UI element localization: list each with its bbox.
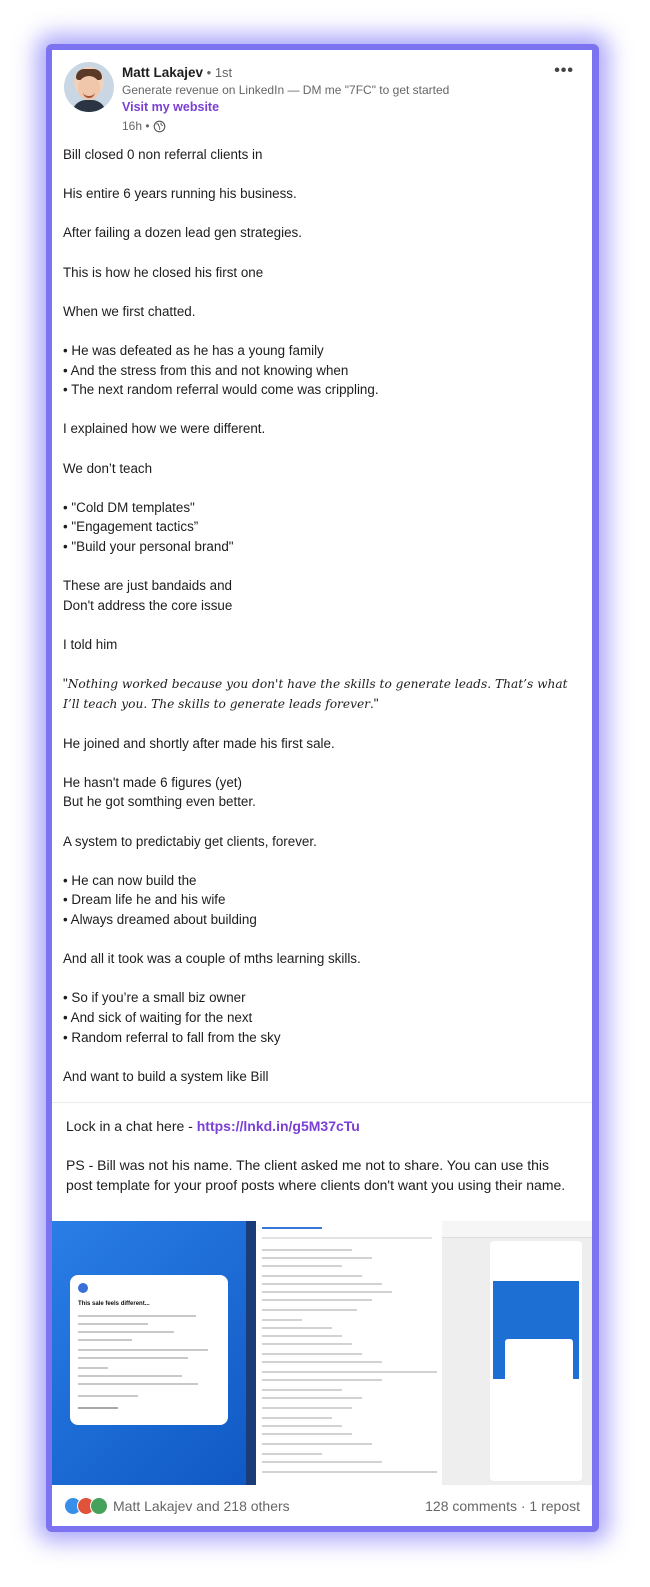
more-options-icon[interactable]: •••: [554, 62, 574, 79]
post-bullet: • He was defeated as he has a young family: [63, 342, 324, 358]
globe-icon: [153, 120, 166, 133]
post-bullet: • Always dreamed about building: [63, 911, 257, 927]
post-bullet: • And sick of waiting for the next: [63, 1009, 253, 1025]
post-bullet: • "Build your personal brand": [63, 538, 234, 554]
post-quote: "Nothing worked because you don't have the skills to generate leads. That’s what I’ll teach you. The skills to generate leads forever.": [63, 676, 568, 712]
visit-website-link[interactable]: Visit my website: [122, 100, 220, 114]
post-line: His entire 6 years running his business.: [63, 186, 297, 202]
post-bullet: • Random referral to fall from the sky: [63, 1029, 281, 1045]
post-bullet: • "Cold DM templates": [63, 499, 195, 515]
linkedin-post-card: [52, 50, 592, 1526]
post-line: He hasn't made 6 figures (yet): [63, 774, 242, 790]
post-line: A system to predictabiy get clients, forever.: [63, 833, 317, 849]
post-line: He joined and shortly after made his first sale.: [63, 735, 335, 751]
author-name[interactable]: Matt Lakajev: [122, 65, 204, 80]
avatar[interactable]: [64, 62, 114, 112]
connection-degree: • 1st: [203, 65, 233, 80]
post-line: We don’t teach: [63, 460, 153, 476]
cta-line: [66, 1117, 578, 1137]
post-line: This is how he closed his first one: [63, 264, 264, 280]
post-time: 16h •: [122, 119, 150, 133]
post-image[interactable]: [52, 1221, 592, 1485]
post-bullet: • The next random referral would come was crippling.: [63, 382, 379, 398]
post-line: I explained how we were different.: [63, 421, 266, 437]
comments-reposts-count[interactable]: 128 comments · 1 repost: [425, 1497, 580, 1514]
reactions-summary[interactable]: [64, 1497, 290, 1515]
post-line: And all it took was a couple of mths learning skills.: [63, 951, 361, 967]
post-line: These are just bandaids and: [63, 578, 232, 594]
image-preview-panel: [442, 1221, 592, 1485]
social-counts-bar: [52, 1485, 592, 1526]
post-line: But he got somthing even better.: [63, 794, 256, 810]
post-line: When we first chatted.: [63, 303, 196, 319]
image-editor-sidebar: [246, 1221, 256, 1485]
post-line: Don't address the core issue: [63, 597, 233, 613]
image-card-title: This sale feels different...: [78, 1301, 150, 1307]
post-bullet: • He can now build the: [63, 872, 197, 888]
post-bullet: • So if you’re a small biz owner: [63, 990, 246, 1006]
section-divider: [52, 1102, 592, 1103]
post-line: I told him: [63, 636, 118, 652]
post-bullet: • Dream life he and his wife: [63, 892, 226, 908]
post-line: Bill closed 0 non referral clients in: [63, 147, 263, 162]
post-header: [64, 62, 580, 150]
image-editor-panel: [256, 1221, 442, 1485]
post-body: [63, 145, 583, 1086]
author-name-row: [122, 65, 232, 80]
ps-note: PS - Bill was not his name. The client asked me not to share. You can use this post template for your proof posts where clients don't want you using their name.: [66, 1157, 566, 1193]
cta-link[interactable]: https://lnkd.in/g5M37cTu: [196, 1118, 360, 1134]
post-bullet: • "Engagement tactics”: [63, 519, 199, 535]
post-meta: [122, 119, 166, 133]
post-line: After failing a dozen lead gen strategies.: [63, 225, 302, 241]
image-sale-card: [70, 1275, 228, 1425]
image-left-panel: [52, 1221, 246, 1485]
post-bullet: • And the stress from this and not knowing when: [63, 362, 349, 378]
post-line: And want to build a system like Bill: [63, 1068, 269, 1084]
author-tagline: Generate revenue on LinkedIn — DM me "7FC" to get started: [122, 83, 450, 97]
reactions-text: Matt Lakajev and 218 others: [113, 1497, 290, 1514]
support-icon: [90, 1497, 108, 1515]
cta-text: Lock in a chat here -: [66, 1118, 197, 1134]
